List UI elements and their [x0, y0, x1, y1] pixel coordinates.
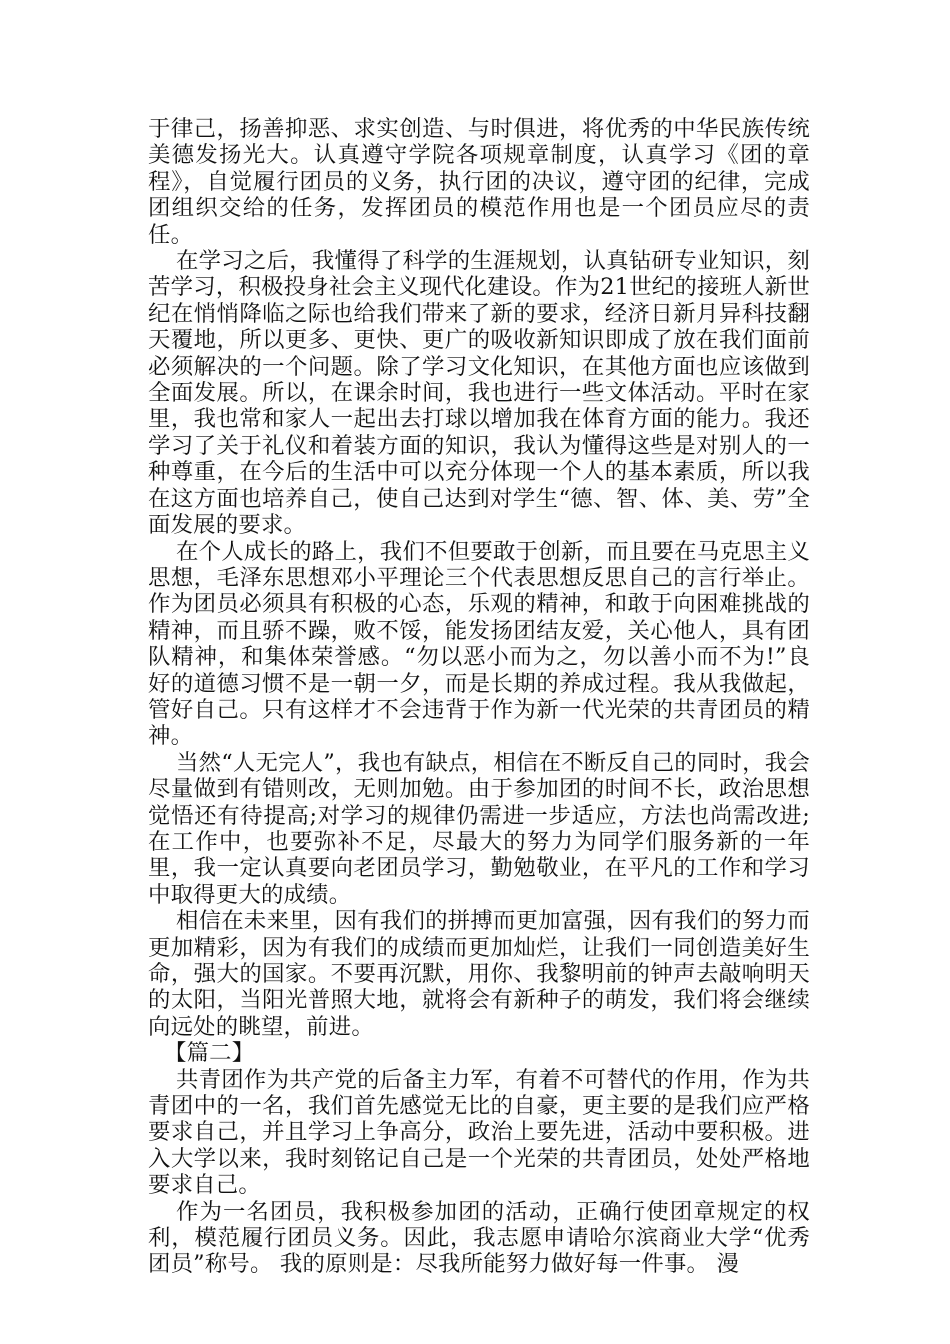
section-heading: 【篇二】 [164, 1040, 255, 1067]
document-page [148, 116, 810, 1278]
paragraph-7: 作为一名团员，我积极参加团的活动，正确行使团章规定的权利，模范履行团员义务。因此，我志愿申请哈尔滨商业大学“优秀团员”称号。 我的原则是：尽我所能努力做好每一件事。 漫 [148, 1198, 810, 1278]
paragraph-2: 在学习之后，我懂得了科学的生涯规划，认真钻研专业知识，刻苦学习，积极投身社会主义现代化建设。作为21世纪的接班人新世纪在悄悄降临之际也给我们带来了新的要求，经济日新月异科技翻天覆地，所以更多、更快、更广的吸收新知识即成了放在我们面前必须解决的一个问题。除了学习文化知识，在其他方面也应该做到全面发展。所以，在课余时间，我也进行一些文体活动。平时在家里，我也常和家人一起出去打球以增加我在体育方面的能力。我还学习了关于礼仪和着装方面的知识，我认为懂得这些是对别人的一种尊重，在今后的生活中可以充分体现一个人的基本素质，所以我在这方面也培养自己，使自己达到对学生“德、智、体、美、劳”全面发展的要求。 [148, 248, 810, 539]
paragraph-3: 在个人成长的路上，我们不但要敢于创新，而且要在马克思主义思想，毛泽东思想邓小平理论三个代表思想反思自己的言行举止。作为团员必须具有积极的心态，乐观的精神，和敢于向困难挑战的精神，而且骄不躁，败不馁，能发扬团结友爱，关心他人，具有团队精神，和集体荣誉感。“勿以恶小而为之，勿以善小而不为!”良好的道德习惯不是一朝一夕，而是长期的养成过程。我从我做起，管好自己。只有这样才不会违背于作为新一代光荣的共青团员的精神。 [148, 538, 810, 750]
paragraph-4: 当然“人无完人”，我也有缺点，相信在不断反自己的同时，我会尽量做到有错则改，无则加勉。由于参加团的时间不长，政治思想觉悟还有待提高;对学习的规律仍需进一步适应，方法也尚需改进;在工作中，也要弥补不足，尽最大的努力为同学们服务新的一年里，我一定认真要向老团员学习，勤勉敬业，在平凡的工作和学习中取得更大的成绩。 [148, 749, 810, 908]
paragraph-6: 共青团作为共产党的后备主力军，有着不可替代的作用，作为共青团中的一名，我们首先感觉无比的自豪，更主要的是我们应严格要求自己，并且学习上争高分，政治上要先进，活动中要积极。进入大学以来，我时刻铭记自己是一个光荣的共青团员，处处严格地要求自己。 [148, 1066, 810, 1199]
paragraph-1: 于律己，扬善抑恶、求实创造、与时俱进，将优秀的中华民族传统美德发扬光大。认真遵守学院各项规章制度，认真学习《团的章程》，自觉履行团员的义务，执行团的决议，遵守团的纪律，完成团组织交给的任务，发挥团员的模范作用也是一个团员应尽的责任。 [148, 116, 810, 248]
paragraph-5: 相信在未来里，因有我们的拼搏而更加富强，因有我们的努力而更加精彩，因为有我们的成绩而更加灿烂，让我们一同创造美好生命，强大的国家。不要再沉默，用你、我黎明前的钟声去敲响明天的太阳，当阳光普照大地，就将会有新种子的萌发，我们将会继续向远处的眺望，前进。 [148, 908, 810, 1040]
